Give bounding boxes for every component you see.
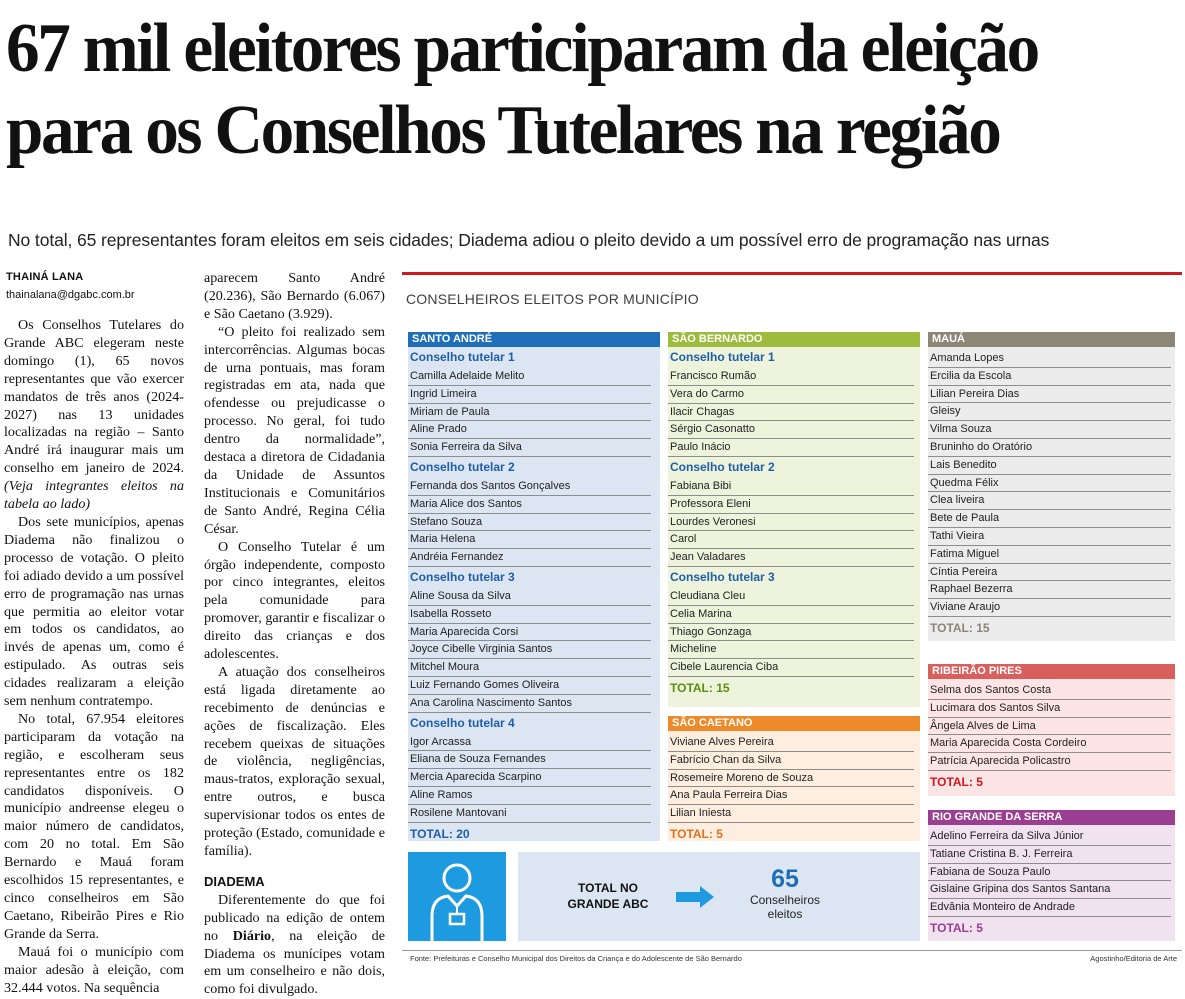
council-member-name: Camilla Adelaide Melito bbox=[408, 368, 651, 386]
article-paragraph: Dos sete municípios, apenas Diadema não finalizou o processo de votação. O pleito foi adiado devido a um possível erro de programação nas urnas que permitia ao eleitor votar em todos os candidatos, ao invés de apenas um, como é estipulado. As outras seis cidades realizaram a eleição sem nenhum contratempo. bbox=[4, 513, 184, 710]
council-member-name: Paulo Inácio bbox=[668, 439, 914, 457]
total-number: 65 bbox=[771, 865, 799, 893]
byline bbox=[6, 271, 135, 301]
article-paragraph: O Conselho Tutelar é um órgão independente, composto por cinco integrantes, eleitos pela comunidade para promover, garantir e fiscalizar o direito das crianças e dos adolescentes. bbox=[204, 538, 385, 663]
maua-list bbox=[928, 347, 1175, 617]
rio-grande-box bbox=[928, 810, 1175, 941]
council-member-name: Gleisy bbox=[928, 403, 1171, 421]
council-member-name: Fernanda dos Santos Gonçalves bbox=[408, 478, 651, 496]
council-member-name: Amanda Lopes bbox=[928, 350, 1171, 368]
sao-caetano-header: SÃO CAETANO bbox=[668, 716, 920, 731]
infographic-title: CONSELHEIROS ELEITOS POR MUNICÍPIO bbox=[406, 291, 699, 307]
council-member-name: Aline Prado bbox=[408, 421, 651, 439]
council-member-name: Lais Benedito bbox=[928, 457, 1171, 475]
headline-line-1: 67 mil eleitores participaram da eleição bbox=[6, 10, 1038, 87]
ribeirao-pires-list bbox=[928, 679, 1175, 771]
sao-bernardo-total: TOTAL: 15 bbox=[670, 680, 730, 695]
ribeirao-pires-header: RIBEIRÃO PIRES bbox=[928, 664, 1175, 679]
council-member-name: Micheline bbox=[668, 641, 914, 659]
total-panel bbox=[518, 852, 920, 941]
total-label: TOTAL NO GRANDE ABC bbox=[567, 881, 649, 911]
council-member-name: Lilian Iniesta bbox=[668, 805, 914, 823]
headline bbox=[6, 8, 1134, 172]
council-member-name: Maria Aparecida Corsi bbox=[408, 624, 651, 642]
council-member-name: Joyce Cibelle Virginia Santos bbox=[408, 641, 651, 659]
council-group-title: Conselho tutelar 4 bbox=[410, 715, 515, 730]
council-member-name: Fatima Miguel bbox=[928, 546, 1171, 564]
author-email[interactable]: thainalana@dgabc.com.br bbox=[6, 289, 135, 301]
council-group-title: Conselho tutelar 2 bbox=[410, 459, 515, 474]
council-member-name: Thiago Gonzaga bbox=[668, 624, 914, 642]
santo-andre-total: TOTAL: 20 bbox=[410, 826, 470, 841]
council-member-name: Vera do Carmo bbox=[668, 386, 914, 404]
council-member-name: Mercia Aparecida Scarpino bbox=[408, 769, 651, 787]
council-member-name: Ana Paula Ferreira Dias bbox=[668, 787, 914, 805]
council-member-name: Maria Aparecida Costa Cordeiro bbox=[928, 735, 1171, 753]
council-member-name: Ercilia da Escola bbox=[928, 368, 1171, 386]
footer-rule bbox=[402, 950, 1182, 951]
council-member-name: Jean Valadares bbox=[668, 549, 914, 567]
council-group-title: Conselho tutelar 3 bbox=[410, 569, 515, 584]
council-member-name: Mitchel Moura bbox=[408, 659, 651, 677]
council-member-name: Lucimara dos Santos Silva bbox=[928, 700, 1171, 718]
council-member-name: Edvânia Monteiro de Andrade bbox=[928, 899, 1171, 917]
council-member-name: Viviane Araujo bbox=[928, 599, 1171, 617]
council-member-name: Aline Sousa da Silva bbox=[408, 588, 651, 606]
source-note: Fonte: Prefeituras e Conselho Municipal dos Direitos da Criança e do Adolescente de São Bernardo bbox=[410, 954, 742, 963]
council-member-name: Igor Arcassa bbox=[408, 734, 651, 752]
council-member-name: Ingrid Limeira bbox=[408, 386, 651, 404]
council-member-name: Tathi Vieira bbox=[928, 528, 1171, 546]
council-member-name: Quedma Félix bbox=[928, 475, 1171, 493]
council-member-name: Professora Eleni bbox=[668, 496, 914, 514]
council-group-title: Conselho tutelar 1 bbox=[410, 350, 515, 364]
article-paragraph: Mauá foi o município com maior adesão à eleição, com 32.444 votos. Na sequência bbox=[4, 943, 184, 996]
right-arrow-icon bbox=[676, 886, 714, 908]
article-paragraph: No total, 67.954 eleitores participaram da votação na região, e escolheram seus representantes entre os 182 candidatos disponíveis. O município andreense elegeu o maior número de candidatos, com 20 no total. Em São Bernardo e Mauá foram escolhidos 15 representantes, e cinco conselheiros em São Caetano, Ribeirão Pires e Rio Grande da Serra. bbox=[4, 710, 184, 942]
sao-bernardo-header: SÃO BERNARDO bbox=[668, 332, 920, 347]
subheadline: No total, 65 representantes foram eleitos em seis cidades; Diadema adiou o pleito devido a um possível erro de programação nas urnas bbox=[8, 230, 1050, 250]
council-member-name: Fabrício Chan da Silva bbox=[668, 752, 914, 770]
council-member-name: Raphael Bezerra bbox=[928, 581, 1171, 599]
rio-grande-list bbox=[928, 825, 1175, 917]
council-member-name: Maria Helena bbox=[408, 531, 651, 549]
council-group-title: Conselho tutelar 2 bbox=[670, 459, 775, 474]
headline-line-2: para os Conselhos Tutelares na região bbox=[6, 92, 1000, 169]
article-paragraph: aparecem Santo André (20.236), São Bernardo (6.067) e São Caetano (3.929). bbox=[204, 270, 385, 322]
council-member-name: Isabella Rosseto bbox=[408, 606, 651, 624]
council-member-name: Vilma Souza bbox=[928, 421, 1171, 439]
council-member-name: Sérgio Casonatto bbox=[668, 421, 914, 439]
article-paragraph: “O pleito foi realizado sem intercorrências. Algumas bocas de urna pontuais, mas foram registradas em ata, nada que ofendesse ou prejudicasse o processo. No geral, foi tudo dentro da normalidade”, destaca a diretora de Cidadania da Unidade de Assuntos Institucionais e Comunitários de Santo André, Regina Célia César. bbox=[204, 323, 385, 537]
sao-bernardo-box bbox=[668, 332, 920, 707]
council-member-name: Luiz Fernando Gomes Oliveira bbox=[408, 677, 651, 695]
council-member-name: Lourdes Veronesi bbox=[668, 514, 914, 532]
council-member-name: Cibele Laurencia Ciba bbox=[668, 659, 914, 677]
council-member-name: Fabiana de Souza Paulo bbox=[928, 864, 1171, 882]
maua-box bbox=[928, 332, 1175, 641]
newspaper-name: Diário bbox=[232, 927, 272, 944]
council-member-name: Ilacir Chagas bbox=[668, 404, 914, 422]
table-reference-note: (Veja integrantes eleitos na tabela ao lado) bbox=[4, 478, 184, 513]
council-member-name: Lilian Pereira Dias bbox=[928, 386, 1171, 404]
santo-andre-header: SANTO ANDRÉ bbox=[408, 332, 660, 347]
council-member-name: Viviane Alves Pereira bbox=[668, 734, 914, 752]
person-badge-icon bbox=[408, 852, 506, 941]
council-member-name: Maria Alice dos Santos bbox=[408, 496, 651, 514]
council-member-name: Selma dos Santos Costa bbox=[928, 682, 1171, 700]
total-caption: Conselheiros eleitos bbox=[749, 893, 821, 921]
council-member-name: Patrícia Aparecida Policastro bbox=[928, 753, 1171, 771]
council-member-name: Andréia Fernandez bbox=[408, 549, 651, 567]
council-member-name: Adelino Ferreira da Silva Júnior bbox=[928, 828, 1171, 846]
council-member-name: Miriam de Paula bbox=[408, 404, 651, 422]
council-member-name: Clea liveira bbox=[928, 492, 1171, 510]
article-paragraph: Os Conselhos Tutelares do Grande ABC elegeram neste domingo (1), 65 novos representantes que vão exercer mandatos de três anos (2024-2027) nas 13 unidades localizadas na região – Santo André irá inaugurar mais um conselho em janeiro de 2024. (Veja integrantes eleitos na tabela ao lado) bbox=[4, 317, 184, 513]
sao-caetano-list bbox=[668, 731, 920, 823]
council-member-name: Tatiane Cristina B. J. Ferreira bbox=[928, 846, 1171, 864]
art-credit: Agostinho/Editoria de Arte bbox=[1090, 954, 1177, 963]
council-member-name: Celia Marina bbox=[668, 606, 914, 624]
section-subhead-diadema: DIADEMA bbox=[204, 873, 265, 889]
maua-header: MAUÁ bbox=[928, 332, 1175, 347]
council-member-name: Rosemeire Moreno de Souza bbox=[668, 770, 914, 788]
council-member-name: Cíntia Pereira bbox=[928, 564, 1171, 582]
infographic-top-rule bbox=[402, 272, 1182, 275]
council-member-name: Carol bbox=[668, 531, 914, 549]
article-paragraph: Diferentemente do que foi publicado na edição de ontem no Diário, na eleição de Diadema os munícipes votam em um conselheiro e não dois, como foi divulgado. bbox=[204, 891, 385, 998]
total-summary bbox=[408, 852, 920, 941]
rio-grande-header: RIO GRANDE DA SERRA bbox=[928, 810, 1175, 825]
council-member-name: Bruninho do Oratório bbox=[928, 439, 1171, 457]
ribeirao-pires-total: TOTAL: 5 bbox=[930, 774, 983, 789]
council-member-name: Gislaine Gripina dos Santos Santana bbox=[928, 881, 1171, 899]
council-member-name: Ângela Alves de Lima bbox=[928, 718, 1171, 736]
article-column-1 bbox=[4, 317, 184, 997]
council-member-name: Cleudiana Cleu bbox=[668, 588, 914, 606]
council-member-name: Eliana de Souza Fernandes bbox=[408, 751, 651, 769]
author-name: THAINÁ LANA bbox=[6, 271, 84, 283]
council-group-title: Conselho tutelar 1 bbox=[670, 350, 775, 364]
council-member-name: Bete de Paula bbox=[928, 510, 1171, 528]
ribeirao-pires-box bbox=[928, 664, 1175, 796]
council-member-name: Stefano Souza bbox=[408, 514, 651, 532]
council-member-name: Aline Ramos bbox=[408, 787, 651, 805]
article-paragraph: A atuação dos conselheiros está ligada diretamente ao recebimento de denúncias e ações de fiscalização. Eles recebem queixas de situações de violência, negligências, maus-tratos, exploração sexual, entre outros, e busca supervisionar todos os entes de proteção (Estado, comunidade e família). bbox=[204, 663, 385, 859]
santo-andre-box bbox=[408, 332, 660, 841]
council-member-name: Sonia Ferreira da Silva bbox=[408, 439, 651, 457]
santo-andre-list bbox=[408, 347, 660, 823]
council-member-name: Francisco Rumão bbox=[668, 368, 914, 386]
maua-total: TOTAL: 15 bbox=[930, 620, 990, 635]
sao-bernardo-list bbox=[668, 347, 920, 677]
council-member-name: Ana Carolina Nascimento Santos bbox=[408, 695, 651, 713]
council-member-name: Rosilene Mantovani bbox=[408, 805, 651, 823]
article-column-2 bbox=[204, 270, 385, 999]
council-group-title: Conselho tutelar 3 bbox=[670, 569, 775, 584]
sao-caetano-total: TOTAL: 5 bbox=[670, 826, 723, 841]
sao-caetano-box bbox=[668, 716, 920, 841]
council-member-name: Fabiana Bibi bbox=[668, 478, 914, 496]
rio-grande-total: TOTAL: 5 bbox=[930, 920, 983, 935]
